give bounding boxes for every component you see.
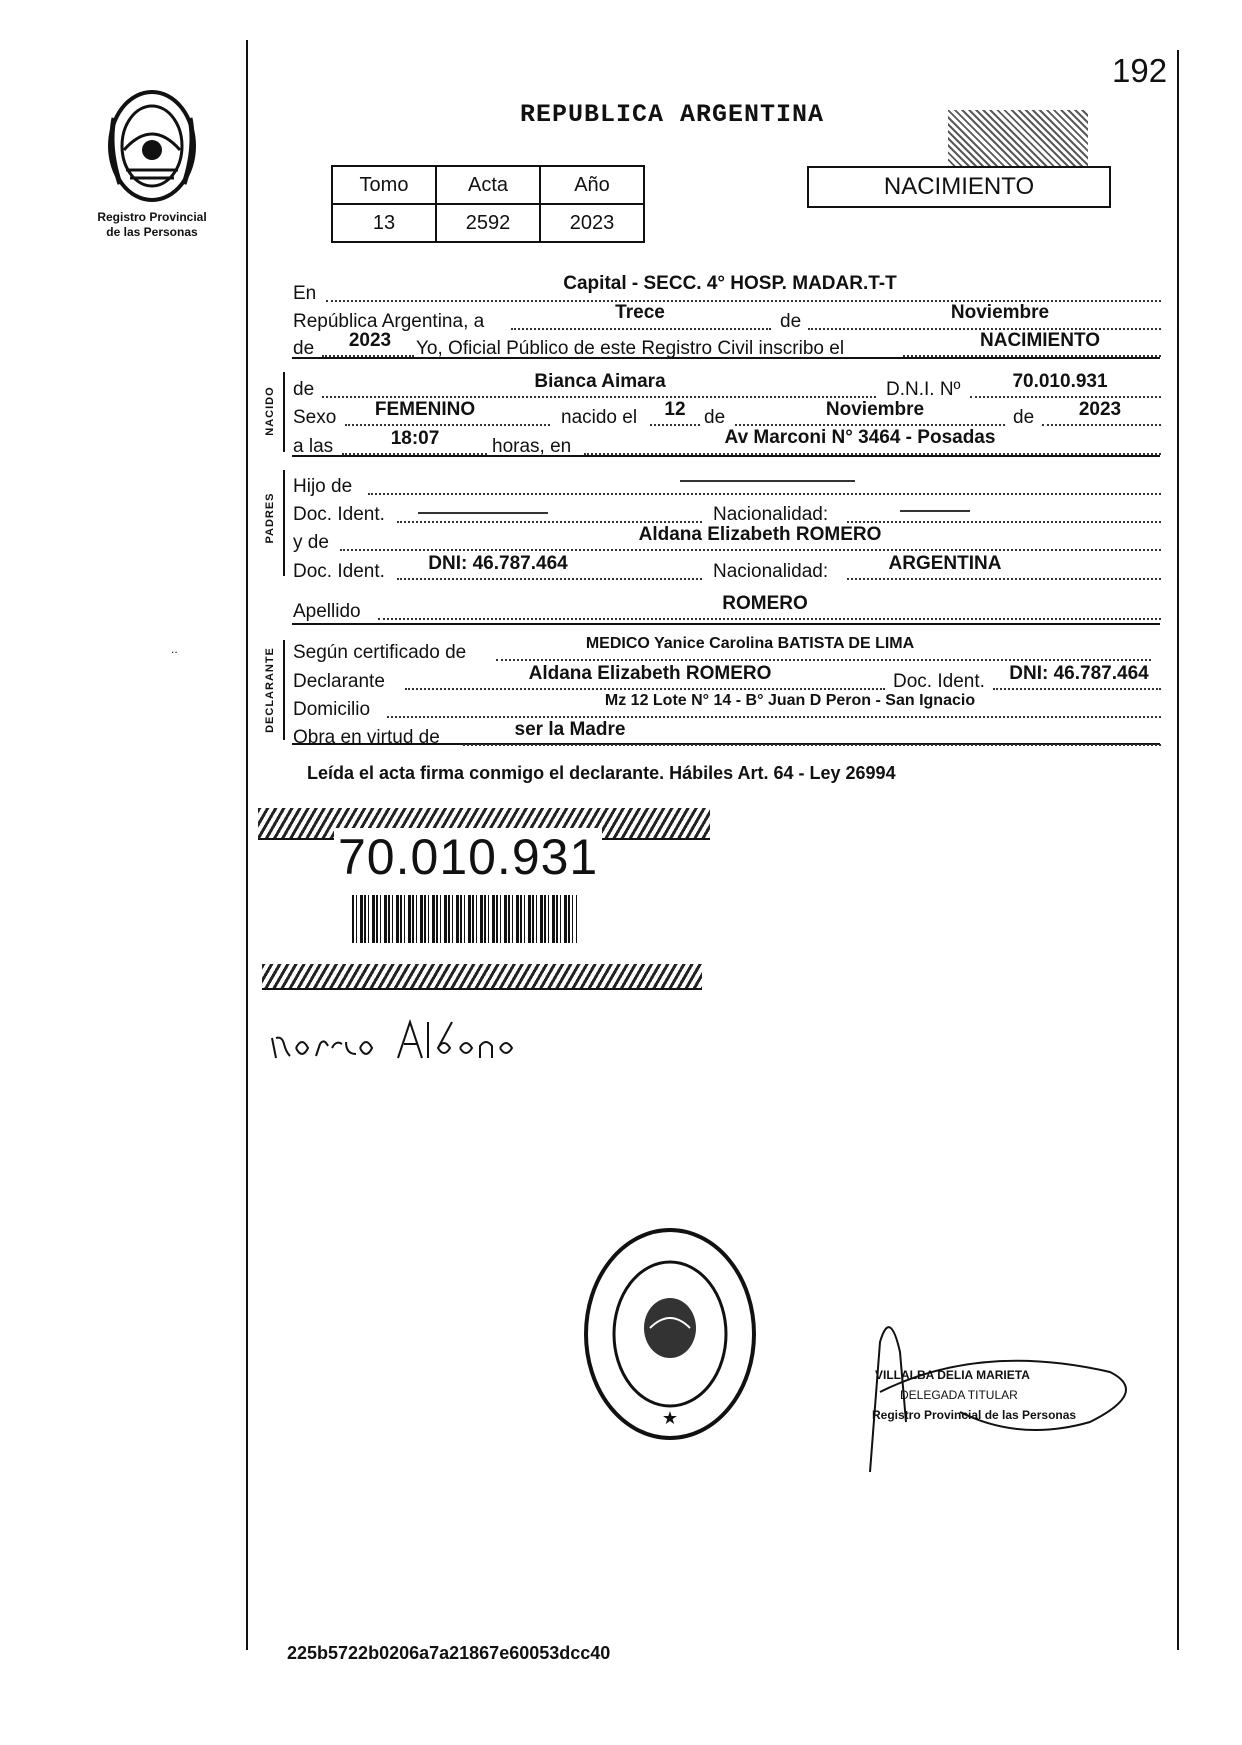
svg-text:★: ★ — [661, 1408, 679, 1429]
label-a-las: a las — [293, 436, 334, 457]
official-seal — [580, 1224, 760, 1444]
value-mes: Noviembre — [950, 302, 1050, 323]
value-anio: 2023 — [540, 204, 644, 242]
dots-padre — [368, 493, 1161, 495]
label-horas-en: horas, en — [492, 436, 572, 457]
dots-anio-nac — [1042, 424, 1161, 426]
registry-logo — [104, 88, 200, 210]
dots-doc-declarante — [993, 688, 1161, 690]
record-table — [331, 165, 645, 243]
value-declarante: Aldana Elizabeth ROMERO — [528, 663, 772, 684]
value-domicilio: Mz 12 Lote N° 14 - B° Juan D Peron - San Ignacio — [604, 692, 976, 709]
dots-nac-madre — [847, 578, 1161, 580]
label-yo-oficial: Yo, Oficial Público de este Registro Civil inscribo el — [416, 338, 845, 359]
header-acta: Acta — [436, 166, 540, 204]
header-tomo: Tomo — [332, 166, 436, 204]
label-de-mes: de — [780, 311, 802, 332]
value-dni: 70.010.931 — [1012, 371, 1108, 392]
value-madre: Aldana Elizabeth ROMERO — [638, 524, 882, 545]
bracket-declarante — [283, 640, 285, 740]
value-dia-nac: 12 — [664, 399, 686, 420]
stamp-mark — [948, 110, 1088, 168]
bracket-padres — [283, 470, 285, 576]
label-dni: D.N.I. Nº — [886, 379, 961, 400]
dots-obra — [463, 744, 1161, 746]
closing-text: Leída el acta firma conmigo el declarante. Hábiles Art. 64 - Ley 26994 — [307, 763, 896, 783]
value-obra: ser la Madre — [514, 719, 626, 740]
dots-dia-nac — [650, 424, 700, 426]
value-tomo: 13 — [332, 204, 436, 242]
value-acta: 2592 — [436, 204, 540, 242]
value-sexo: FEMENINO — [374, 399, 476, 420]
label-segun: Según certificado de — [293, 642, 467, 663]
dots-apellido — [378, 618, 1161, 620]
label-declarante: DECLARANTE — [264, 647, 276, 733]
registry-name-line2: de las Personas — [106, 225, 198, 239]
divider-3 — [292, 623, 1160, 625]
dots-dni — [970, 396, 1161, 398]
officer-org: Registro Provincial de las Personas — [872, 1408, 1077, 1422]
dots-lugar-nac — [584, 453, 1161, 455]
record-type-box: NACIMIENTO — [807, 166, 1111, 208]
value-dia-letras: Trece — [615, 302, 665, 323]
bracket-nacido — [283, 372, 285, 452]
label-y-de: y de — [293, 532, 329, 553]
value-hora: 18:07 — [390, 428, 440, 449]
dots-anio — [322, 355, 414, 357]
barcode — [352, 895, 577, 943]
value-lugar-nac: Av Marconi N° 3464 - Posadas — [724, 427, 996, 448]
label-doc-ident-padre: Doc. Ident. — [293, 504, 385, 525]
value-nombre: Bianca Aimara — [534, 371, 666, 392]
dots-certificado — [496, 659, 1151, 661]
label-declarante: Declarante — [293, 671, 385, 692]
value-tipo: NACIMIENTO — [980, 330, 1100, 351]
divider-2 — [292, 455, 1160, 457]
label-hijo-de: Hijo de — [293, 476, 353, 497]
dots-doc-madre — [397, 578, 702, 580]
label-republica: República Argentina, a — [293, 311, 485, 332]
padre-blank-line — [680, 480, 855, 482]
value-madre-nac: ARGENTINA — [888, 553, 1002, 574]
label-nacionalidad-padre: Nacionalidad: — [713, 504, 829, 525]
nac-padre-blank-line — [900, 510, 970, 512]
label-de-mes-nac: de — [704, 407, 726, 428]
label-de-anio-nac: de — [1013, 407, 1035, 428]
label-de-anio: de — [293, 338, 315, 359]
margin-mark: .. — [171, 642, 178, 656]
dots-nombre — [322, 396, 876, 398]
label-apellido: Apellido — [293, 601, 361, 622]
security-band-bottom — [262, 964, 702, 990]
dots-mes-nac — [735, 424, 1005, 426]
dots-domicilio — [387, 716, 1161, 718]
dots-nac-padre — [847, 521, 1161, 523]
label-nacido-el: nacido el — [561, 407, 638, 428]
dots-hora — [342, 453, 487, 455]
label-de-nombre: de — [293, 379, 315, 400]
label-en: En — [293, 283, 317, 304]
value-certificado: MEDICO Yanice Carolina BATISTA DE LIMA — [585, 635, 915, 652]
left-margin-line — [246, 40, 248, 1650]
label-obra: Obra en virtud de — [293, 727, 440, 748]
dots-declarante — [405, 688, 885, 690]
dots-doc-padre — [397, 521, 702, 523]
registry-name-line1: Registro Provincial — [97, 210, 207, 224]
value-madre-doc: DNI: 46.787.464 — [428, 553, 568, 574]
officer-role: DELEGADA TITULAR — [900, 1388, 1018, 1402]
value-declarante-doc: DNI: 46.787.464 — [1009, 663, 1149, 684]
label-doc-ident-declarante: Doc. Ident. — [893, 671, 985, 692]
label-nacionalidad-madre: Nacionalidad: — [713, 561, 829, 582]
page-title: REPUBLICA ARGENTINA — [520, 100, 825, 129]
label-nacido: NACIDO — [264, 386, 276, 436]
label-padres: PADRES — [264, 492, 276, 544]
dots-tipo — [903, 355, 1161, 357]
right-margin-line — [1177, 50, 1179, 1650]
document-hash: 225b5722b0206a7a21867e60053dcc40 — [287, 1643, 611, 1663]
declarant-signature — [268, 1008, 558, 1068]
header-anio: Año — [540, 166, 644, 204]
big-dni-number: 70.010.931 — [334, 828, 602, 886]
label-domicilio: Domicilio — [293, 699, 371, 720]
value-anio-nac: 2023 — [1078, 399, 1122, 420]
value-lugar: Capital - SECC. 4° HOSP. MADAR.T-T — [563, 273, 897, 294]
dots-madre — [340, 549, 1161, 551]
label-doc-ident-madre: Doc. Ident. — [293, 561, 385, 582]
label-sexo: Sexo — [293, 407, 337, 428]
page-number: 192 — [1112, 52, 1168, 89]
doc-padre-blank-line — [418, 512, 548, 514]
value-apellido: ROMERO — [722, 593, 808, 614]
dots-dia — [511, 328, 771, 330]
officer-name: VILLALBA DELIA MARIETA — [875, 1368, 1030, 1382]
value-mes-nac: Noviembre — [825, 399, 925, 420]
dots-sexo — [345, 424, 550, 426]
value-anio: 2023 — [348, 330, 392, 351]
